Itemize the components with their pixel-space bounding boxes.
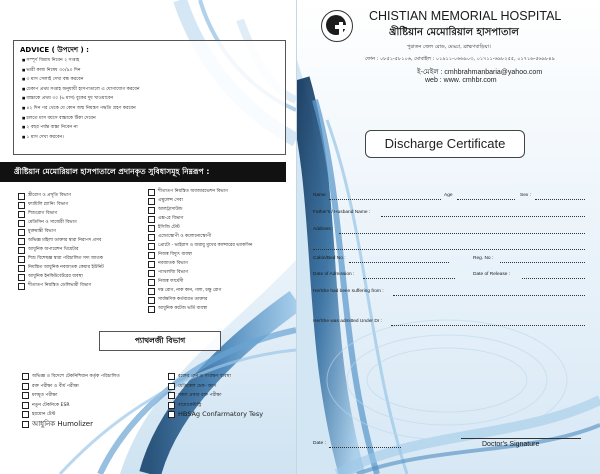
advice-box [13,40,286,155]
checkbox[interactable] [168,411,175,418]
signature-label: Doctor's Signature [482,441,540,448]
facility-item[interactable]: আধুনিক ইনকিউবেটরের ব্যবস্থা [18,273,104,282]
date-field[interactable] [329,447,401,448]
facility-item[interactable]: শীতাতপ নিয়ন্ত্রিত অবজারভেশন বিভাগ [148,188,252,197]
hospital-phone: ফোন : ০৮৫১-৫৮১০৬, মোবাইল : ০১৯১১-০৬৬৯০৩, ০১৭১১-৬৯৮২৫৫, ০১৭১৬-৫৬৯৮৪৯ [365,56,555,62]
checkbox[interactable] [22,421,29,428]
facility-item[interactable]: আলট্রাসাউন্ড [148,206,252,215]
checkbox[interactable] [148,297,155,304]
address-label: Address : [313,227,334,232]
facility-item[interactable]: এক্স-রে বিভাগ [148,215,252,224]
address-field[interactable] [339,233,585,234]
facility-item[interactable]: শিশু বিশেষজ্ঞ দ্বারা পরিচালিত সদ্য জাতক [18,255,104,264]
checkbox[interactable] [148,234,155,241]
checkbox[interactable] [18,247,25,254]
checkbox[interactable] [148,225,155,232]
pathology-item[interactable]: রক্তের গ্রুপ ও সংরক্ষণ ব্যবস্থা [168,372,263,382]
facility-item[interactable]: স্ত্রীরোগ ও প্রসূতি বিভাগ [18,192,104,201]
pathology-item[interactable]: আধুনিক Humolizer [22,420,120,430]
reg-label: Reg. No : [473,256,494,261]
father-label: Father's / Husband Name : [313,210,371,215]
pathology-item[interactable]: বায়োকেমিস্ট্রি [168,401,263,411]
pathology-list-left [22,372,120,429]
reg-field[interactable] [500,262,585,263]
checkbox[interactable] [22,411,29,418]
sex-label: Sex : [520,193,531,198]
checkbox[interactable] [148,243,155,250]
signature-line[interactable] [461,438,581,439]
facilities-header: খ্রীষ্টিয়ান মেমোরিয়াল হাসপাতালে প্রদানকৃত সুবিধাসমূহ নিম্নরূপ : [0,162,286,182]
facility-item[interactable]: আধুনিক অপারেশন থিয়েটার [18,246,104,255]
facility-item[interactable]: নিজস্ব ফার্মেসী [148,278,252,287]
hospital-logo [321,10,353,42]
suffering-label: He/She had been suffering from : [313,289,384,294]
checkbox[interactable] [18,202,25,209]
advice-item: ■ চলতে মাস বয়সে বাচ্চাকে টিকা দেবেন [22,114,140,124]
admission-field[interactable] [363,278,455,279]
age-field[interactable] [457,199,515,200]
cabin-field[interactable] [349,262,449,263]
facilities-list-left [18,192,104,291]
facility-item[interactable]: অভিজ্ঞ মহিলা ডাক্তার দ্বারা নিরাপদ প্রসব [18,237,104,246]
advice-item: ■ ৪২ দিন পর থেকে যে কোন জন্ম নিয়ন্ত্রণ পদ্ধতি গ্রহণ করবেন [22,104,140,114]
treatment-label: He/She was admitted Under Dr : [313,319,383,324]
suffering-field[interactable] [393,295,585,296]
facility-item[interactable]: ইসিজি টেস্ট [148,224,252,233]
advice-title: ADVICE ( উপদেশ ) : [20,46,89,54]
hospital-web: web : www. cmhbr.com [425,77,497,84]
checkbox[interactable] [18,193,25,200]
advice-item: ■ ৩ মাস সেলাই দেখা বন্ধ করবেন [22,75,140,85]
facility-item[interactable]: নিয়ন্ত্রিত আধুনিক নবজাতক কেয়ার ইউনিট [18,264,104,273]
facility-item[interactable]: প্রোটো - ভাইরাস ও জরায়ু মুখের ক্যান্সারের ভ্যাকসিন [148,242,252,251]
checkbox[interactable] [18,229,25,236]
checkbox[interactable] [22,402,29,409]
facility-item[interactable]: নিজস্ব বিদ্যুৎ ব্যবস্থা [148,251,252,260]
checkbox[interactable] [148,261,155,268]
release-field[interactable] [522,278,585,279]
advice-item: ■ চেকাপ প্রথম সপ্তাহ অনুযায়ী হাসপাতালে এ যোগাযোগ করবেন [22,85,140,95]
advice-item: ■ সম্পূর্ণ বিশ্রাম নিবেন ২ সপ্তাহ [22,56,140,66]
name-label: Name [313,193,326,198]
checkbox[interactable] [22,392,29,399]
advice-item: ■ ২ বছর পর্যন্ত বাচ্চা নিবেন না [22,123,140,133]
checkbox[interactable] [22,383,29,390]
facility-item[interactable]: সার্বক্ষণিক কর্তব্যরত ডাক্তার [148,296,252,305]
advice-list [22,56,140,142]
checkbox[interactable] [148,279,155,286]
checkbox[interactable] [148,216,155,223]
treatment-field[interactable] [391,325,585,326]
checkbox[interactable] [168,392,175,399]
name-field[interactable] [329,199,441,200]
hospital-email: ই-মেইল : cmhbrahmanbaria@yahoo.com [417,69,543,76]
cabin-label: Cabin/Bed No : [313,256,346,261]
facility-item[interactable]: প্যাথলজি বিভাগ [148,269,252,278]
father-field[interactable] [381,216,585,217]
left-panel [0,0,297,474]
pathology-list-right [168,372,263,420]
checkbox[interactable] [168,383,175,390]
age-label: Age [444,193,453,198]
facilities-list-right [148,188,252,314]
facility-item[interactable]: এম্বুলেন্স সেবা [148,197,252,206]
pathology-item[interactable]: হরমোন টেস্ট [22,410,120,420]
checkbox[interactable] [148,198,155,205]
checkbox[interactable] [18,238,25,245]
pathology-title: প্যাথলজী বিভাগ [134,336,186,345]
facility-item[interactable]: মেডিসিন ও সার্জেরী বিভাগ [18,219,104,228]
date-label: Date : [313,441,326,446]
release-label: Date of Release : [473,272,511,277]
facility-item[interactable]: শিশুরোগ বিভাগ [18,210,104,219]
checkbox[interactable] [18,283,25,290]
checkbox[interactable] [18,211,25,218]
advice-item: ■ ভারী কাজ নিষেধ ৩০/৯০ দিন [22,66,140,76]
pathology-item[interactable]: সকল প্রকার রক্ত পরীক্ষা [168,391,263,401]
checkbox[interactable] [148,306,155,313]
checkbox[interactable] [18,265,25,272]
cross-icon [326,15,346,35]
advice-item: ■ ১ মাস দেখা করবেন। [22,133,140,143]
facility-item[interactable]: নবজাতক বিভাগ [148,260,252,269]
checkbox[interactable] [148,270,155,277]
checkbox[interactable] [18,274,25,281]
facility-item[interactable]: দন্ত রোগ, নাক কান, গলা, চক্ষু রোগ [148,287,252,296]
facility-item[interactable]: শীতাতপ নিয়ন্ত্রিত ডেলিভারী বিভাগ [18,282,104,291]
checkbox[interactable] [148,189,155,196]
checkbox[interactable] [168,373,175,380]
pathology-item[interactable]: রক্ত পরীক্ষা ও বীর্য পরীক্ষা [22,382,120,392]
facility-item[interactable]: মুক্তমান্তী বিভাগ [18,228,104,237]
pathology-item[interactable]: মেডিকেল চেক- আপ [168,382,263,392]
checkbox[interactable] [148,252,155,259]
facility-item[interactable]: এন্ডোস্কোপী ও কলোনোস্কোপী [148,233,252,242]
pathology-item[interactable]: নতুন টেকনিকে ESR [22,401,120,411]
checkbox[interactable] [18,256,25,263]
checkbox[interactable] [18,220,25,227]
checkbox[interactable] [22,373,29,380]
certificate-title: Discharge Certificate [384,136,506,151]
checkbox[interactable] [148,288,155,295]
hospital-name-en: CHISTIAN MEMORIAL HOSPITAL [369,9,562,23]
admission-label: Date of Admission : [313,272,355,277]
hospital-name-bn: খ্রীষ্টিয়ান মেমোরিয়াল হাসপাতাল [389,27,519,38]
address-field-line2[interactable] [313,249,585,250]
right-panel [297,0,600,474]
pathology-item[interactable]: অভিজ্ঞ ও বিদেশে টেকনিশিয়ান কর্তৃক পরিচালিত [22,372,120,382]
sex-field[interactable] [535,199,585,200]
pathology-box [99,331,221,351]
facility-item[interactable]: আধুনিক কটেজ ভর্তি ব্যবস্থা [148,305,252,314]
advice-item: ■ বাচ্চাকে প্রথম ৩০ (৬ মাস) বুকের দুধ খাওয়াবেন [22,94,140,104]
checkbox[interactable] [168,402,175,409]
hospital-address: পুরাতন জেল রোড, মেড্ডা, ব্রাহ্মণবাড়িয়া। [407,44,491,50]
pathology-item[interactable]: মলমূত্র পরীক্ষা [22,391,120,401]
certificate-title-box [365,130,525,158]
pathology-item[interactable]: HBSAg Confarmatory Tesy [168,410,263,420]
facility-item[interactable]: ফ্যামিলি প্ল্যানিং বিভাগ [18,201,104,210]
checkbox[interactable] [148,207,155,214]
